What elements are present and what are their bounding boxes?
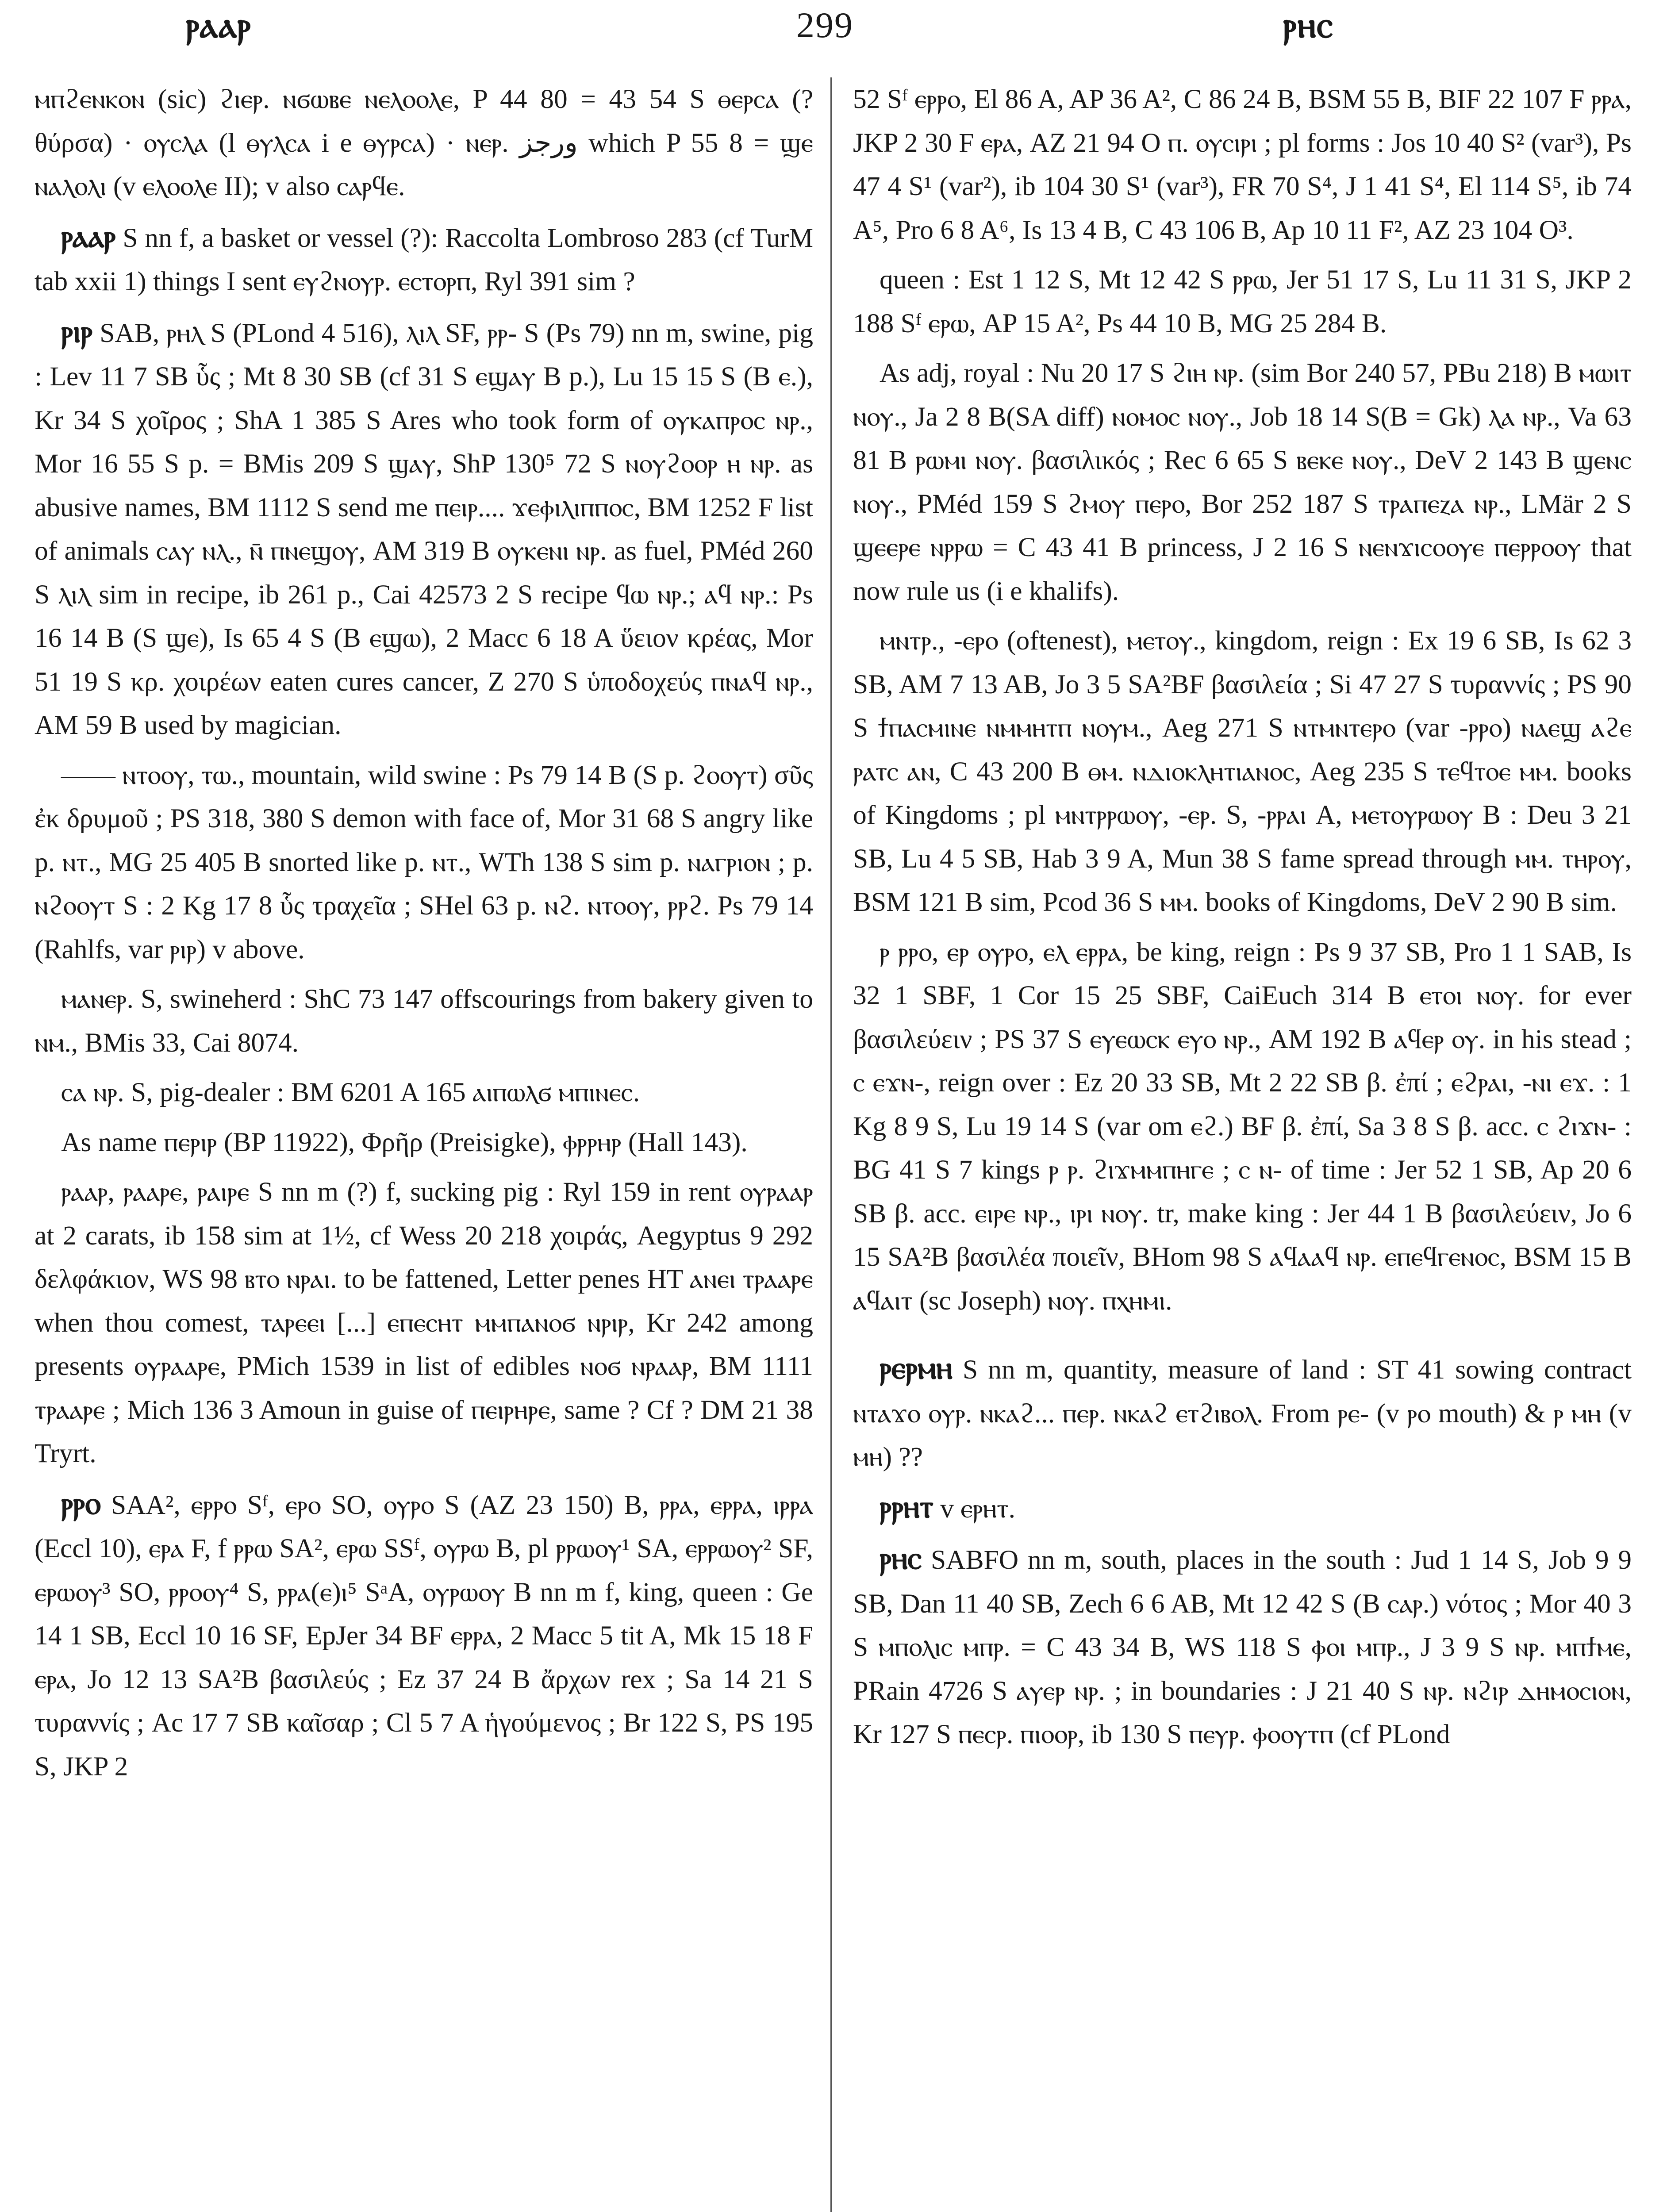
entry-headword: ⲣⲓⲣ bbox=[61, 313, 93, 349]
left-column bbox=[35, 77, 813, 2212]
entry-headword: ⲣⲏⲥ bbox=[880, 1540, 922, 1576]
dictionary-entry bbox=[35, 215, 813, 303]
dictionary-entry bbox=[853, 1346, 1632, 1479]
entry-paragraph: ⲙⲛⲧⲣ., -ⲉⲣⲟ (oftenest), ⲙⲉⲧⲟⲩ., kingdom, reign : Ex 19 6 SB, Is 62 3 SB, AM 7 13 AB, Jo 3 5 SA²BF βασιλεία ; Si 47 27 S τυραννίς ; PS 90 S ϯⲡⲁⲥⲙⲓⲛⲉ ⲛⲙⲙⲏⲧⲡ ⲛⲟⲩⲙ., Aeg 271 S ⲛⲧⲙⲛⲧⲉⲣⲟ (var -ⲣⲣⲟ) ⲛⲁⲉϣ ⲁϩⲉ ⲣⲁⲧⲥ ⲁⲛ, C 43 200 B ⲑⲙ. ⲛⲇⲓⲟⲕⲗⲏⲧⲓⲁⲛⲟⲥ, Aeg 235 S ⲧⲉϥⲧⲟⲉ ⲙⲙ. books of Kingdoms ; pl ⲙⲛⲧⲣⲣⲱⲟⲩ, -ⲉⲣ. S, -ⲣⲣⲁⲓ A, ⲙⲉⲧⲟⲩⲣⲱⲟⲩ B : Deu 3 21 SB, Lu 4 5 SB, Hab 3 9 A, Mun 38 S fame spread through ⲙⲙ. ⲧⲏⲣⲟⲩ, BSM 121 B sim, Pcod 36 S ⲙⲙ. books of Kingdoms, DeV 2 90 B sim. bbox=[853, 626, 1632, 917]
spacer bbox=[853, 1329, 1632, 1346]
header-right-catchword: ⲣⲏⲥ bbox=[1283, 5, 1334, 45]
entry-body: SAA², ⲉⲣⲣⲟ Sᶠ, ⲉⲣⲟ SO, ⲟⲩⲣⲟ S (AZ 23 150) B, ⲣⲣⲁ, ⲉⲣⲣⲁ, ⲓⲣⲣⲁ (Eccl 10), ⲉⲣⲁ F, f ⲣⲣⲱ SA², ⲉⲣⲱ SSᶠ, ⲟⲩⲣⲱ B, pl ⲣⲣⲱⲟⲩ¹ SA, ⲉⲣⲣⲱⲟⲩ² SF, ⲉⲣⲱⲟⲩ³ SO, ⲣⲣⲟⲟⲩ⁴ S, ⲣⲣⲁ(ⲉ)ⲓ⁵ SᵃA, ⲟⲩⲣⲱⲟⲩ B nn m f, king, queen : Ge 14 1 SB, Eccl 10 16 SF, EpJer 34 BF ⲉⲣⲣⲁ, 2 Macc 5 tit A, Mk 15 18 F ⲉⲣⲁ, Jo 12 13 SA²B βασιλεύς ; Ez 37 24 B ἄρχων rex ; Sa 14 21 S τυραννίς ; Ac 17 7 SB καῖσαρ ; Cl 5 7 A ἡγούμενος ; Br 122 S, PS 195 S, JKP 2 bbox=[35, 1490, 813, 1782]
column-divider bbox=[830, 77, 832, 2212]
header-left-catchword: ⲣⲁⲁⲣ bbox=[186, 5, 252, 45]
entry-paragraph: As adj, royal : Nu 20 17 S ϩⲓⲏ ⲛⲣ. (sim Bor 240 57, PBu 218) B ⲙⲱⲓⲧ ⲛⲟⲩ., Ja 2 8 B(SA diff) ⲛⲟⲙⲟⲥ ⲛⲟⲩ., Job 18 14 S(B = Gk) ⲗⲁ ⲛⲣ., Va 63 81 B ⲣⲱⲙⲓ ⲛⲟⲩ. βασιλικός ; Rec 6 65 S ⲃⲉⲕⲉ ⲛⲟⲩ., DeV 2 143 B ϣⲉⲛⲥ ⲛⲟⲩ., PMéd 159 S ϩⲙⲟⲩ ⲡⲉⲣⲟ, Bor 252 187 S ⲧⲣⲁⲡⲉⲍⲁ ⲛⲣ., LMär 2 S ϣⲉⲉⲣⲉ ⲛⲣⲣⲱ = C 43 41 B princess, J 2 16 S ⲛⲉⲛϫⲓⲥⲟⲟⲩⲉ ⲡⲉⲣⲣⲟⲟⲩ that now rule us (i e khalifs). bbox=[853, 358, 1632, 606]
entry-paragraph: —— ⲛⲧⲟⲟⲩ, ⲧⲱ., mountain, wild swine : Ps 79 14 B (S p. ϩⲟⲟⲩⲧ) σῦς ἐκ δρυμοῦ ; PS 318, 380 S demon with face of, Mor 31 68 S angry like p. ⲛⲧ., MG 25 405 B snorted like p. ⲛⲧ., WTh 138 S sim p. ⲛⲁⲅⲣⲓⲟⲛ ; p. ⲛϩⲟⲟⲩⲧ S : 2 Kg 17 8 ὗς τραχεῖα ; SHel 63 p. ⲛϩ. ⲛⲧⲟⲟⲩ, ⲣⲣϩ. Ps 79 14 (Rahlfs, var ⲣⲓⲣ) v above. bbox=[35, 760, 813, 964]
entry-paragraph: ⲣ ⲣⲣⲟ, ⲉⲣ ⲟⲩⲣⲟ, ⲉⲗ ⲉⲣⲣⲁ, be king, reign : Ps 9 37 SB, Pro 1 1 SAB, Is 32 1 SBF, 1 Cor 15 25 SBF, CaiEuch 314 B ⲉⲧⲟⲓ ⲛⲟⲩ. for ever βασιλεύειν ; PS 37 S ⲉⲩⲉⲱⲥⲕ ⲉⲩⲟ ⲛⲣ., AM 192 B ⲁϥⲉⲣ ⲟⲩ. in his stead ; ⲥ ⲉϫⲛ-, reign over : Ez 20 33 SB, Mt 2 22 SB β. ἐπί ; ⲉϩⲣⲁⲓ, -ⲛⲓ ⲉϫ. : 1 Kg 8 9 S, Lu 19 14 S (var om ⲉϩ.) BF β. ἐπί, Sa 3 8 S β. acc. ⲥ ϩⲓϫⲛ- : BG 41 S 7 kings ⲣ ⲣ. ϩⲓϫⲙⲙⲡⲏⲅⲉ ; ⲥ ⲛ- of time : Jer 52 1 SB, Ap 20 6 SB β. acc. ⲉⲓⲣⲉ ⲛⲣ., ⲓⲣⲓ ⲛⲟⲩ. tr, make king : Jer 44 1 B βασιλεύειν, Jo 6 15 SA²B βασιλέα ποιεῖν, BHom 98 S ⲁϥⲁⲁϥ ⲛⲣ. ⲉⲡⲉϥⲅⲉⲛⲟⲥ, BSM 15 B ⲁϥⲁⲓⲧ (sc Joseph) ⲛⲟⲩ. ⲡⲭⲏⲙⲓ. bbox=[853, 937, 1632, 1316]
entry-paragraph: 52 Sᶠ ⲉⲣⲣⲟ, El 86 A, AP 36 A², C 86 24 B, BSM 55 B, BIF 22 107 F ⲣⲣⲁ, JKP 2 30 F ⲉⲣⲁ, AZ 21 94 O ⲡ. ⲟⲩⲥⲓⲣⲓ ; pl forms : Jos 10 40 S² (var³), Ps 47 4 S¹ (var²), ib 104 30 S¹ (var³), FR 70 S⁴, J 1 41 S⁴, El 114 S⁵, ib 74 A⁵, Pro 6 8 A⁶, Is 13 4 B, C 43 106 B, Ap 10 11 F², AZ 23 104 O³. bbox=[853, 84, 1632, 245]
entry-headword: ⲣⲣⲏⲧ bbox=[880, 1489, 933, 1525]
entry-paragraph: ⲙⲡϩⲉⲛⲕⲟⲛ (sic) ϩⲓⲉⲣ. ⲛϭⲱⲃⲉ ⲛⲉⲗⲟⲟⲗⲉ, P 44 80 = 43 54 S ⲑⲉⲣⲥⲁ (? θύρσα) · ⲟⲩⲥⲗⲁ (l ⲑⲩⲗⲥⲁ i e ⲑⲩⲣⲥⲁ) · ⲛⲉⲣ. ورجز which P 55 8 = ϣⲉ ⲛⲁⲗⲟⲗⲓ (v ⲉⲗⲟⲟⲗⲉ II); v also ⲥⲁⲣϥⲉ. bbox=[35, 84, 813, 201]
entry-body: SABFO nn m, south, places in the south : Jud 1 14 S, Job 9 9 SB, Dan 11 40 SB, Zech 6 6 AB, Mt 12 42 S (B ⲥⲁⲣ.) νότος ; Mor 40 3 S ⲙⲡⲟⲗⲓⲥ ⲙⲡⲣ. = C 43 34 B, WS 118 S ⲫⲟⲓ ⲙⲡⲣ., J 3 9 S ⲛⲣ. ⲙⲡϯⲙⲉ, PRain 4726 S ⲁⲩⲉⲣ ⲛⲣ. ; in boundaries : J 21 40 S ⲛⲣ. ⲛϩⲓⲣ ⲇⲏⲙⲟⲥⲓⲟⲛ, Kr 127 S ⲡⲉⲥⲣ. ⲡⲓⲟⲟⲣ, ib 130 S ⲡⲉⲩⲣ. ⲫⲟⲟⲩⲧⲡ (cf PLond bbox=[853, 1545, 1632, 1749]
entry-headword: ⲣⲣⲟ bbox=[61, 1485, 101, 1521]
entry-body: SAB, ⲣⲏⲗ S (PLond 4 516), ⲗⲓⲗ SF, ⲣⲣ- S (Ps 79) nn m, swine, pig : Lev 11 7 SB ὗς ; Mt 8 30 SB (cf 31 S ⲉϣⲁⲩ B p.), Lu 15 15 S (B ⲉ.), Kr 34 S χοῖρος ; ShA 1 385 S Ares who took form of ⲟⲩⲕⲁⲡⲣⲟⲥ ⲛⲣ., Mor 16 55 S p. = BMis 209 S ϣⲁⲩ, ShP 130⁵ 72 S ⲛⲟⲩϩⲟⲟⲣ ⲏ ⲛⲣ. as abusive names, BM 1112 S send me ⲡⲉⲓⲣ.... ϫⲉⲫⲓⲗⲓⲡⲡⲟⲥ, BM 1252 F list of animals ⲥⲁⲩ ⲛⲗ., ⲛ̄ ⲡⲛⲉϣⲟⲩ, AM 319 B ⲟⲩⲕⲉⲛⲓ ⲛⲣ. as fuel, PMéd 260 S ⲗⲓⲗ sim in recipe, ib 261 p., Cai 42573 2 S recipe ϥⲱ ⲛⲣ.; ⲁϥ ⲛⲣ.: Ps 16 14 B (S ϣⲉ), Is 65 4 S (B ⲉϣⲱ), 2 Macc 6 18 A ὕειον κρέας, Mor 51 19 S κρ. χοιρέων eaten cures cancer, Z 270 S ὑποδοχεύς ⲡⲛⲁϥ ⲛⲣ., AM 59 B used by magician. bbox=[35, 318, 813, 740]
entry-paragraph: queen : Est 1 12 S, Mt 12 42 S ⲣⲣⲱ, Jer 51 17 S, Lu 11 31 S, JKP 2 188 Sᶠ ⲉⲣⲱ, AP 15 A², Ps 44 10 B, MG 25 284 B. bbox=[853, 265, 1632, 338]
page-number: 299 bbox=[796, 5, 853, 45]
dictionary-entry bbox=[35, 1482, 813, 1789]
running-head bbox=[0, 4, 1667, 71]
entry-paragraph: As name ⲡⲉⲣⲓⲣ (BP 11922), Φρῆρ (Preisigke), ⲫⲣⲣⲏⲣ (Hall 143). bbox=[61, 1127, 748, 1157]
entry-headword: ⲣⲉⲣⲙⲏ bbox=[880, 1350, 953, 1386]
entry-paragraph: ⲙⲁⲛⲉⲣ. S, swineherd : ShC 73 147 offscourings from bakery given to ⲛⲙ., BMis 33, Cai 8074. bbox=[35, 984, 813, 1058]
entry-body: S nn f, a basket or vessel (?): Raccolta Lombroso 283 (cf TurM tab xxii 1) things I sent ⲉⲩϩⲛⲟⲩⲣ. ⲉⲥⲧⲟⲣⲡ, Ryl 391 sim ? bbox=[35, 223, 813, 296]
dictionary-entry bbox=[853, 1485, 1632, 1531]
entry-body: v ⲉⲣⲏⲧ. bbox=[940, 1493, 1016, 1524]
dictionary-entry bbox=[35, 310, 813, 747]
entry-paragraph: ⲣⲁⲁⲣ, ⲣⲁⲁⲣⲉ, ⲣⲁⲓⲣⲉ S nn m (?) f, sucking pig : Ryl 159 in rent ⲟⲩⲣⲁⲁⲣ at 2 carats, ib 158 sim at 1½, cf Wess 20 218 χοιράς, Aegyptus 9 292 δελφάκιον, WS 98 ⲃⲧⲟ ⲛⲣⲁⲓ. to be fattened, Letter penes HT ⲁⲛⲉⲓ ⲧⲣⲁⲁⲣⲉ when thou comest, ⲧⲁⲣⲉⲉⲓ [...] ⲉⲡⲉⲥⲏⲧ ⲙⲙⲡⲁⲛⲟϭ ⲛⲣⲓⲣ, Kr 242 among presents ⲟⲩⲣⲁⲁⲣⲉ, PMich 1539 in list of edibles ⲛⲟϭ ⲛⲣⲁⲁⲣ, BM 1111 ⲧⲣⲁⲁⲣⲉ ; Mich 136 3 Amoun in guise of ⲡⲉⲓⲣⲏⲣⲉ, same ? Cf ? DM 21 38 Tryrt. bbox=[35, 1177, 813, 1468]
dictionary-entry bbox=[853, 1536, 1632, 1756]
entry-body: S nn m, quantity, measure of land : ST 41 sowing contract ⲛⲧⲁϫⲟ ⲟⲩⲣ. ⲛⲕⲁϩ... ⲡⲉⲣ. ⲛⲕⲁϩ ⲉⲧϩⲓⲃⲟⲗ. From ⲣⲉ- (v ⲣⲟ mouth) & ⲣ ⲙⲏ (v ⲙⲏ) ?? bbox=[853, 1355, 1632, 1472]
entry-headword: ⲣⲁⲁⲣ bbox=[61, 218, 116, 254]
entry-paragraph: ⲥⲁ ⲛⲣ. S, pig-dealer : BM 6201 A 165 ⲁⲓⲡⲱⲗϭ ⲙⲡⲓⲛⲉⲥ. bbox=[61, 1077, 640, 1107]
right-column bbox=[853, 77, 1632, 2212]
